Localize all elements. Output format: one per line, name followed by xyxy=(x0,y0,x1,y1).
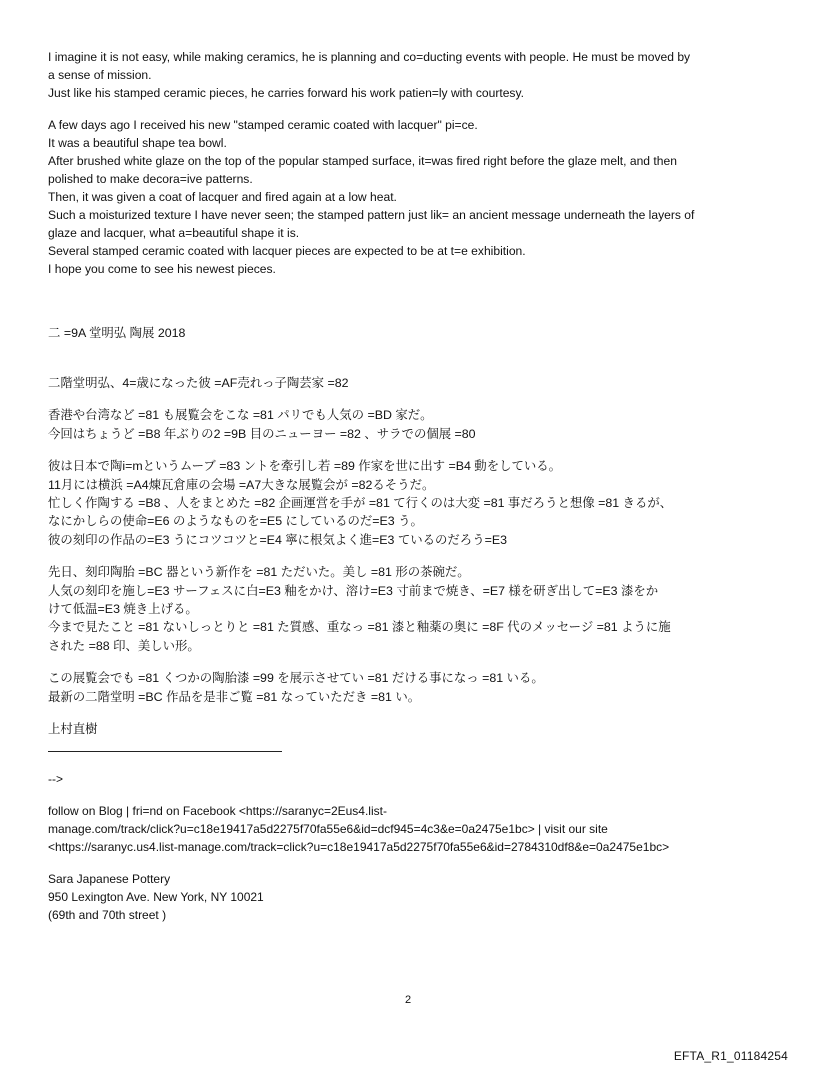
japanese-paragraph-1 xyxy=(48,374,778,392)
text-line: I imagine it is not easy, while making ceramics, he is planning and co=ducting events with people. He must be moved by xyxy=(48,50,691,64)
text-line: 今まで見たこと =81 ないしっとりと =81 た質感、重なっ =81 漆と釉薬の奥に =8F 代のメッセージ =81 ように施 xyxy=(48,620,671,635)
text-line: polished to make decora=ive patterns. xyxy=(48,172,253,186)
text-line: a sense of mission. xyxy=(48,68,152,82)
japanese-paragraph-2 xyxy=(48,406,778,443)
japanese-paragraph-4 xyxy=(48,563,778,655)
text-line: After brushed white glaze on the top of the popular stamped surface, it=was fired right before the glaze melt, and then xyxy=(48,154,677,168)
text-line: Just like his stamped ceramic pieces, he carries forward his work patien=ly with courtesy. xyxy=(48,86,524,100)
link-line-blog-facebook[interactable]: follow on Blog | fri=nd on Facebook <https://saranyc=2Eus4.list- xyxy=(48,803,387,818)
text-line: 忙しく作陶する =B8 、人をまとめた =82 企画運営を手が =81 て行くのは大変 =81 事だろうと想像 =81 きるが、 xyxy=(48,496,673,511)
japanese-paragraph-5 xyxy=(48,669,778,706)
text-line: Several stamped ceramic coated with lacquer pieces are expected to be at t=e exhibition. xyxy=(48,244,526,258)
english-section xyxy=(48,48,778,278)
text-line: なにかしらの使命=E6 のようなものを=E5 にしているのだ=E3 う。 xyxy=(48,514,423,529)
text-line: 人気の刻印を施し=E3 サーフェスに白=E3 釉をかけ、溶け=E3 寸前まで焼き、=E7 様を研ぎ出して=E3 漆をか xyxy=(48,583,659,598)
text-line: 最新の二階堂明 =BC 作品を是非ご覧 =81 なっていただき =81 い。 xyxy=(48,689,421,704)
divider-rule xyxy=(48,751,282,752)
comment-marker: --> xyxy=(48,771,63,786)
text-line: 先日、刻印陶胎 =BC 器という新作を =81 ただいた。美し =81 形の茶碗だ。 xyxy=(48,565,470,580)
address-block xyxy=(48,870,778,924)
text-line: 二階堂明弘、4=歳になった彼 =AF売れっ子陶芸家 =82 xyxy=(48,376,349,390)
text-line: 香港や台湾など =81 も展覧会をこな =81 パリでも人気の =BD 家だ。 xyxy=(48,408,433,423)
address-line: (69th and 70th street ) xyxy=(48,907,167,922)
exhibition-title: 二 =9A 堂明弘 陶展 2018 xyxy=(48,326,186,340)
japanese-section xyxy=(48,374,778,739)
signature xyxy=(48,720,778,738)
text-line: 彼の刻印の作品の=E3 うにコツコツと=E4 寧に根気よく進=E3 ているのだろう=E3 xyxy=(48,532,507,547)
signature-text: 上村直樹 xyxy=(48,722,98,737)
text-line: けて低温=E3 焼き上げる。 xyxy=(48,602,198,617)
english-paragraph-2 xyxy=(48,116,778,278)
text-line: Such a moisturized texture I have never seen; the stamped pattern just lik= an ancient message underneath the layers of xyxy=(48,208,695,222)
page-number: 2 xyxy=(404,994,412,1006)
japanese-paragraph-3 xyxy=(48,457,778,549)
link-line-visit-site[interactable]: manage.com/track/click?u=c18e19417a5d2275f70fa55e6&id=dcf945=4c3&e=0a2475e1bc> | visit our site xyxy=(48,821,608,836)
text-line: A few days ago I received his new "stamped ceramic coated with lacquer" pi=ce. xyxy=(48,118,478,132)
text-line: I hope you come to see his newest pieces. xyxy=(48,262,276,276)
links-paragraph xyxy=(48,802,778,856)
text-line: この展覧会でも =81 くつかの陶胎漆 =99 を展示させてい =81 だける事になっ =81 いる。 xyxy=(48,671,544,686)
text-line: された =88 印、美しい形。 xyxy=(48,638,200,653)
address-line: Sara Japanese Pottery xyxy=(48,871,171,886)
spacer xyxy=(48,292,778,324)
spacer xyxy=(48,342,778,374)
footer-links xyxy=(48,802,778,924)
bates-number: EFTA_R1_01184254 xyxy=(673,1049,788,1063)
english-paragraph-1 xyxy=(48,48,778,102)
text-line: Then, it was given a coat of lacquer and fired again at a low heat. xyxy=(48,190,397,204)
text-line: 11月には横浜 =A4煉瓦倉庫の会場 =A7大きな展覧会が =82るそうだ。 xyxy=(48,477,435,492)
address-line: 950 Lexington Ave. New York, NY 10021 xyxy=(48,889,264,904)
document-body xyxy=(48,48,778,938)
text-line: It was a beautiful shape tea bowl. xyxy=(48,136,227,150)
text-line: glaze and lacquer, what a=beautiful shape it is. xyxy=(48,226,300,240)
text-line: 今回はちょうど =B8 年ぶりの2 =9B 目のニューヨー =82 、サラでの個展 =80 xyxy=(48,426,476,441)
link-line-site-url[interactable]: <https://saranyc.us4.list-manage.com/track=click?u=c18e19417a5d2275f70fa55e6&id=2784310df8&e=0a2475e1bc> xyxy=(48,839,670,854)
text-line: 彼は日本で陶i=mというムーブ =83 ントを牽引し若 =89 作家を世に出す =B4 動をしている。 xyxy=(48,459,562,474)
